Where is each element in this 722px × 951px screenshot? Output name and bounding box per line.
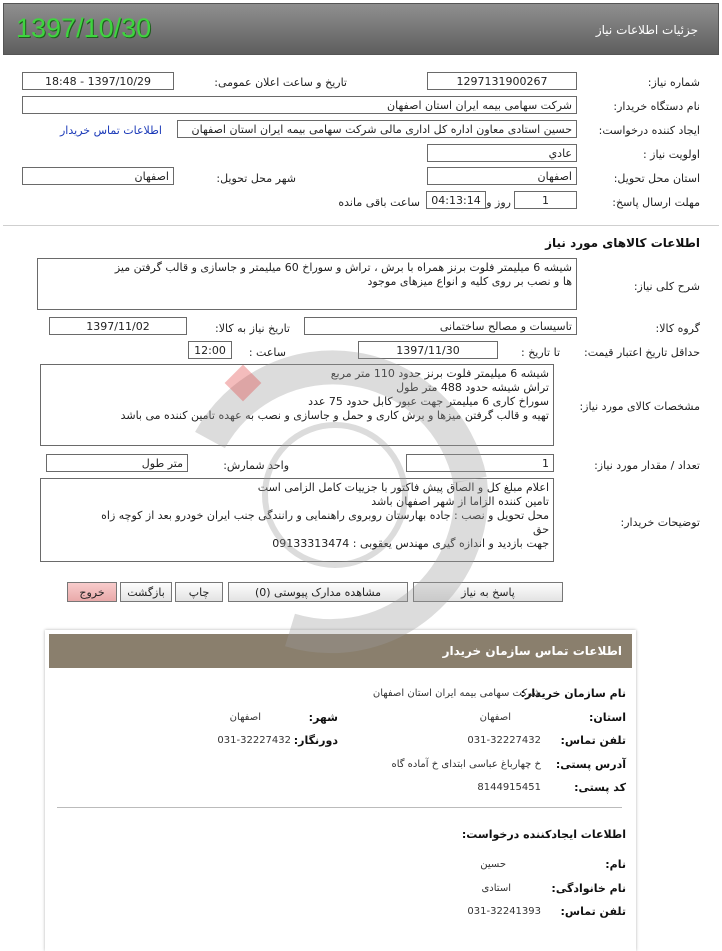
spec-line: تراش شیشه حدود 488 متر طول <box>396 381 549 394</box>
spec-line: شیشه 6 میلیمتر فلوت برنز حدود 110 متر مربع <box>330 367 549 380</box>
note-line: محل تحویل و نصب : جاده بهارستان روبروی راهنمایی و رانندگی جنب ایران خودرو بعد از کوچه زاه <box>101 509 549 522</box>
group-field[interactable]: تاسیسات و مصالح ساختمانی <box>304 317 577 335</box>
until-label: تا تاریخ : <box>521 346 560 359</box>
header-date: 1397/10/30 <box>16 13 152 43</box>
note-line: تامین کننده الزاما از شهر اصفهان باشد <box>371 495 549 508</box>
group-label: گروه کالا: <box>655 322 700 335</box>
attachments-button[interactable]: مشاهده مدارک پیوستی (0) <box>228 582 408 602</box>
validity-label: حداقل تاریخ اعتبار قیمت: <box>584 346 700 359</box>
specs-label: مشخصات کالای مورد نیاز: <box>579 400 700 413</box>
creator-name-value: حسین <box>480 859 506 870</box>
org-label: نام سازمان خریدار: <box>520 687 626 700</box>
exit-button[interactable]: خروج <box>67 582 117 602</box>
back-button[interactable]: بازگشت <box>120 582 172 602</box>
note-line: جهت بازدید و اندازه گیری مهندس یعقوبی : 09133313474 <box>272 537 549 550</box>
page-title: جزئیات اطلاعات نیاز <box>595 23 698 37</box>
reply-button[interactable]: پاسخ به نیاز <box>413 582 563 602</box>
creator-label: ایجاد کننده درخواست: <box>598 124 700 137</box>
buyer-org-label: نام دستگاه خریدار: <box>613 100 700 113</box>
fax-value: 031-32227432 <box>217 735 291 746</box>
unit-field[interactable]: متر طول <box>46 454 188 472</box>
desc-field[interactable] <box>37 258 577 310</box>
contact-phone-label: تلفن تماس: <box>560 734 626 747</box>
fax-label: دورنگار: <box>293 734 338 747</box>
spec-line: تهیه و قالب گرفتن میزها و برش کاری و حمل و جاسازی و نصب به عهده تامین کننده می باشد <box>120 409 549 422</box>
contact-divider <box>57 807 622 808</box>
org-value: شرکت سهامی بیمه ایران استان اصفهان <box>372 688 541 699</box>
spec-line: سوراخ کاری 6 میلیمتر جهت عبور کابل حدود 75 عدد <box>308 395 549 408</box>
postal-value: 8144915451 <box>477 782 541 793</box>
divider <box>3 225 719 226</box>
qty-field[interactable]: 1 <box>406 454 554 472</box>
priority-label: اولویت نیاز : <box>642 148 700 161</box>
city-label: شهر محل تحویل: <box>216 172 296 185</box>
desc-label: شرح کلی نیاز: <box>633 280 700 293</box>
province-label: استان محل تحویل: <box>613 172 700 185</box>
hour-label: ساعت : <box>248 346 286 359</box>
note-line: حق <box>533 523 549 536</box>
province-field[interactable]: اصفهان <box>427 167 577 185</box>
creator-info-title: اطلاعات ایجادکننده درخواست: <box>461 828 626 841</box>
creator-field[interactable]: حسین استادی معاون اداره کل اداری مالی شرکت سهامی بیمه ایران استان اصفهان <box>177 120 577 138</box>
creator-name-label: نام: <box>605 858 626 871</box>
contact-city-value: اصفهان <box>229 712 261 723</box>
creator-phone-label: تلفن تماس: <box>560 905 626 918</box>
deadline-days-field[interactable]: 1 <box>514 191 577 209</box>
qty-label: تعداد / مقدار مورد نیاز: <box>594 459 700 472</box>
page-header <box>3 3 719 55</box>
hour-field[interactable]: 12:00 <box>188 341 232 359</box>
unit-label: واحد شمارش: <box>223 459 289 472</box>
remaining-label: ساعت باقی مانده <box>338 196 420 209</box>
contact-city-label: شهر: <box>308 711 338 724</box>
contact-province-label: استان: <box>589 711 626 724</box>
priority-field[interactable]: عادي <box>427 144 577 162</box>
contact-phone-value: 031-32227432 <box>467 735 541 746</box>
creator-family-label: نام خانوادگی: <box>551 882 626 895</box>
day-and-label: روز و <box>486 196 511 209</box>
need-number-label: شماره نیاز: <box>647 76 700 89</box>
contact-province-value: اصفهان <box>479 712 511 723</box>
need-date-field[interactable]: 1397/11/02 <box>49 317 187 335</box>
until-date-field[interactable]: 1397/11/30 <box>358 341 498 359</box>
address-label: آدرس پستی: <box>555 758 626 771</box>
city-field[interactable]: اصفهان <box>22 167 174 185</box>
need-number-field[interactable]: 1297131900267 <box>427 72 577 90</box>
contact-card <box>45 630 636 951</box>
desc-line: ها و نصب بر روی کلیه و انواع میزهای موجود <box>367 275 572 288</box>
announce-field[interactable]: 1397/10/29 - 18:48 <box>22 72 174 90</box>
specs-field[interactable] <box>40 364 554 446</box>
goods-section-title: اطلاعات کالاهای مورد نیاز <box>545 236 700 250</box>
address-value: خ چهارباغ عباسی ابتدای خ آماده گاه <box>391 759 541 770</box>
desc-line: شیشه 6 میلیمتر فلوت برنز همراه با برش ، تراش و سوراخ 60 میلیمتر و جاسازی و قالب گرفتن میز <box>114 261 572 274</box>
buyer-contact-link[interactable]: اطلاعات تماس خریدار <box>60 124 162 137</box>
need-date-label: تاریخ نیاز به کالا: <box>215 322 290 335</box>
creator-family-value: استادی <box>481 883 511 894</box>
deadline-label: مهلت ارسال پاسخ: <box>612 196 700 209</box>
announce-label: تاریخ و ساعت اعلان عمومی: <box>214 76 347 89</box>
contact-card-title: اطلاعات تماس سازمان خریدار <box>49 634 632 668</box>
creator-phone-value: 031-32241393 <box>467 906 541 917</box>
print-button[interactable]: چاپ <box>175 582 223 602</box>
note-line: اعلام مبلغ کل و الصاق پیش فاکتور با جزییات کامل الزامی است <box>257 481 549 494</box>
deadline-time-field[interactable]: 04:13:14 <box>426 191 486 209</box>
buyer-notes-field[interactable] <box>40 478 554 562</box>
postal-label: کد پستی: <box>574 781 626 794</box>
buyer-org-field[interactable]: شرکت سهامی بیمه ایران استان اصفهان <box>22 96 577 114</box>
buyer-notes-label: توضیحات خریدار: <box>620 516 700 529</box>
